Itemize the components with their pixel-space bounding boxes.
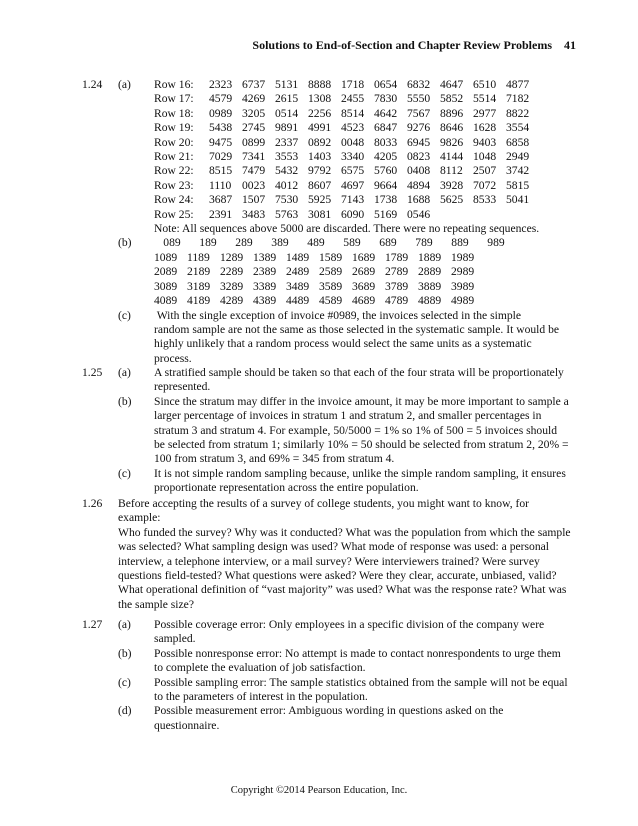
invoice-number: 2389 [253, 265, 277, 279]
random-sequence: 1048 [473, 150, 497, 164]
random-sequence: 8515 [209, 164, 233, 178]
random-sequence: 1628 [473, 121, 497, 135]
answer-line: proportionate representation across the entire population. [154, 481, 419, 495]
random-sequence: 8822 [506, 106, 530, 120]
answer-line: highly unlikely that a random process would select the same units as a systematic [154, 337, 532, 351]
answer-line: Who funded the survey? Why was it conducted? What was the population from which the sample [118, 525, 571, 539]
header-title: Solutions to End-of-Section and Chapter Review Problems [252, 38, 552, 52]
random-sequence: 0408 [407, 164, 431, 178]
random-sequence: 5131 [275, 78, 299, 91]
random-sequence: 8607 [308, 178, 332, 192]
invoice-number: 1489 [286, 250, 310, 264]
invoice-number: 3689 [352, 279, 376, 293]
random-sequence: 0823 [407, 150, 431, 164]
random-number-row [154, 150, 562, 164]
problem-number: 1.26 [82, 497, 103, 510]
invoice-number: 4389 [253, 294, 277, 308]
invoice-number: 3589 [319, 279, 343, 293]
random-sequence: 5763 [275, 207, 299, 221]
running-header [252, 38, 576, 52]
random-sequence: 9792 [308, 164, 332, 178]
random-sequence: 8514 [341, 106, 365, 120]
systematic-sample-row [154, 236, 562, 250]
answer-line: questions field-tested? What questions were asked? Were they clear, accurate, unbiased, valid? [118, 569, 557, 583]
random-sequence: 5438 [209, 121, 233, 135]
row-label: Row 19: [154, 121, 194, 135]
systematic-sample-row [154, 294, 562, 308]
random-sequence: 5760 [374, 164, 398, 178]
random-number-row [154, 107, 562, 121]
invoice-number: 1589 [319, 250, 343, 264]
random-sequence: 3483 [242, 207, 266, 221]
answer-line: Possible sampling error: The sample statistics obtained from the sample will not be equal [154, 675, 568, 689]
answer-line: What operational definition of “vast majority” was used? What was the response rate? What was [118, 583, 567, 597]
answer-line: represented. [154, 380, 211, 394]
random-sequence: 8112 [440, 164, 463, 178]
random-number-row [154, 179, 562, 193]
random-sequence: 4894 [407, 178, 431, 192]
invoice-number: 4689 [352, 294, 376, 308]
problem-number: 1.25 [82, 366, 103, 379]
answer-line: was selected? What sampling design was used? What mode of response was used: a personal [118, 540, 549, 554]
invoice-number: 189 [199, 236, 217, 250]
answer-line: process. [154, 351, 192, 365]
random-sequence: 4579 [209, 92, 233, 106]
invoice-number: 3489 [286, 279, 310, 293]
random-sequence: 7182 [506, 92, 530, 106]
random-sequence: 4012 [275, 178, 299, 192]
random-sequence: 4877 [506, 78, 530, 91]
part-label-c: (c) [118, 675, 131, 689]
random-sequence: 1738 [374, 193, 398, 207]
random-sequence: 4269 [242, 92, 266, 106]
problem-number: 1.24 [82, 78, 103, 91]
invoice-number: 2789 [385, 265, 409, 279]
invoice-number: 1089 [154, 250, 178, 264]
answer-line: example: [118, 511, 161, 525]
invoice-number: 2689 [352, 265, 376, 279]
invoice-number: 4789 [385, 294, 409, 308]
random-sequence: 7567 [407, 106, 431, 120]
random-number-row [154, 121, 562, 135]
random-sequence: 3687 [209, 193, 233, 207]
invoice-number: 1689 [352, 250, 376, 264]
invoice-number: 3889 [418, 279, 442, 293]
random-sequence: 6090 [341, 207, 365, 221]
random-number-row [154, 136, 562, 150]
answer-line: stratum 3 and stratum 4. For example, 50/5000 = 1% so 1% of 500 = 5 invoices should [154, 423, 558, 437]
problem-1-24 [82, 78, 562, 366]
random-sequence: 3081 [308, 207, 332, 221]
random-sequence: 0892 [308, 135, 332, 149]
random-sequence: 1688 [407, 193, 431, 207]
invoice-number: 1989 [451, 250, 475, 264]
random-sequence: 3340 [341, 150, 365, 164]
page-number: 41 [564, 38, 576, 52]
random-sequence: 0654 [374, 78, 398, 91]
invoice-number: 4489 [286, 294, 310, 308]
random-sequence: 3553 [275, 150, 299, 164]
invoice-number: 4889 [418, 294, 442, 308]
random-sequence: 6945 [407, 135, 431, 149]
row-label: Row 18: [154, 106, 194, 120]
answer-line: questionnaire. [154, 718, 220, 732]
random-sequence: 5169 [374, 207, 398, 221]
row-label: Row 21: [154, 150, 194, 164]
part-label-b: (b) [118, 394, 132, 408]
random-sequence: 0989 [209, 106, 233, 120]
invoice-number: 2289 [220, 265, 244, 279]
answer-line: Possible coverage error: Only employees in a specific division of the company were [154, 618, 545, 631]
systematic-sample-row [154, 265, 562, 279]
problem-number: 1.27 [82, 618, 103, 631]
random-sequence: 6510 [473, 78, 497, 91]
random-sequence: 2391 [209, 207, 233, 221]
random-sequence: 9475 [209, 135, 233, 149]
invoice-number: 4589 [319, 294, 343, 308]
part-label-c: (c) [118, 308, 131, 322]
note-text: Note: All sequences above 5000 are discarded. There were no repeating sequences. [154, 222, 540, 236]
random-sequence: 9403 [473, 135, 497, 149]
part-label-c: (c) [118, 466, 131, 480]
invoice-number: 2089 [154, 265, 178, 279]
answer-line: to the parameters of interest in the population. [154, 690, 368, 704]
invoice-number: 3389 [253, 279, 277, 293]
invoice-number: 4289 [220, 294, 244, 308]
invoice-number: 2189 [187, 265, 211, 279]
random-sequence: 5625 [440, 193, 464, 207]
answer-line: to complete the evaluation of job satisfaction. [154, 661, 366, 675]
invoice-number: 2589 [319, 265, 343, 279]
random-sequence: 7479 [242, 164, 266, 178]
systematic-sample-row [154, 251, 562, 265]
random-number-rows [154, 78, 562, 222]
random-sequence: 9891 [275, 121, 299, 135]
random-sequence: 9276 [407, 121, 431, 135]
random-sequence: 4647 [440, 78, 464, 91]
invoice-number: 089 [163, 236, 181, 250]
random-sequence: 7830 [374, 92, 398, 106]
random-number-row [154, 164, 562, 178]
part-label-a: (a) [118, 78, 131, 91]
random-sequence: 2615 [275, 92, 299, 106]
answer-line: be selected from stratum 1; similarly 10% = 50 should be selected from stratum 2, 20% = [154, 438, 569, 452]
random-sequence: 0514 [275, 106, 299, 120]
random-sequence: 7072 [473, 178, 497, 192]
random-sequence: 6847 [374, 121, 398, 135]
invoice-number: 889 [451, 236, 469, 250]
random-sequence: 4205 [374, 150, 398, 164]
answer-line: larger percentage of invoices in stratum 1 and stratum 2, and smaller percentages in [154, 409, 542, 423]
random-sequence: 9664 [374, 178, 398, 192]
random-sequence: 6858 [506, 135, 530, 149]
random-number-row [154, 92, 562, 106]
random-sequence: 0023 [242, 178, 266, 192]
random-number-row [154, 78, 562, 92]
row-label: Row 22: [154, 164, 194, 178]
random-sequence: 5852 [440, 92, 464, 106]
row-label: Row 23: [154, 178, 194, 192]
invoice-number: 1789 [385, 250, 409, 264]
random-sequence: 8896 [440, 106, 464, 120]
invoice-number: 589 [343, 236, 361, 250]
part-label-a: (a) [118, 366, 131, 379]
invoice-number: 3789 [385, 279, 409, 293]
answer-line: random sample are not the same as those selected in the systematic sample. It would be [154, 322, 560, 336]
invoice-number: 4989 [451, 294, 475, 308]
random-sequence: 2745 [242, 121, 266, 135]
random-sequence: 7029 [209, 150, 233, 164]
random-sequence: 6832 [407, 78, 431, 91]
problem-1-27 [82, 618, 568, 733]
random-sequence: 1110 [209, 178, 232, 192]
random-sequence: 3205 [242, 106, 266, 120]
row-label: Row 16: [154, 78, 194, 91]
random-sequence: 4991 [308, 121, 332, 135]
random-sequence: 3554 [506, 121, 530, 135]
answer-line: the sample size? [118, 597, 194, 611]
random-number-row [154, 193, 562, 207]
random-sequence: 8888 [308, 78, 332, 91]
random-sequence: 7143 [341, 193, 365, 207]
invoice-number: 1889 [418, 250, 442, 264]
invoice-number: 4189 [187, 294, 211, 308]
answer-line: Possible measurement error: Ambiguous wording in questions asked on the [154, 704, 504, 718]
part-label-b: (b) [118, 646, 132, 660]
random-sequence: 2455 [341, 92, 365, 106]
invoice-number: 2989 [451, 265, 475, 279]
random-sequence: 7530 [275, 193, 299, 207]
answer-line: With the single exception of invoice #0989, the invoices selected in the simple [154, 308, 522, 322]
copyright-footer: Copyright ©2014 Pearson Education, Inc. [230, 785, 408, 796]
random-sequence: 5514 [473, 92, 497, 106]
random-sequence: 2977 [473, 106, 497, 120]
random-sequence: 3742 [506, 164, 530, 178]
invoice-number: 389 [271, 236, 289, 250]
invoice-number: 4089 [154, 294, 178, 308]
row-label: Row 20: [154, 135, 194, 149]
invoice-number: 2489 [286, 265, 310, 279]
random-number-row [154, 208, 562, 222]
invoice-number: 789 [415, 236, 433, 250]
invoice-number: 689 [379, 236, 397, 250]
answer-line: 100 from stratum 3, and 69% = 345 from stratum 4. [154, 452, 395, 466]
random-sequence: 2507 [473, 164, 497, 178]
problem-1-26 [82, 497, 571, 612]
random-sequence: 8646 [440, 121, 464, 135]
random-sequence: 6737 [242, 78, 266, 91]
part-label-a: (a) [118, 618, 131, 631]
row-label: Row 25: [154, 207, 194, 221]
random-sequence: 5815 [506, 178, 530, 192]
invoice-number: 3189 [187, 279, 211, 293]
part-label-b: (b) [118, 236, 132, 250]
answer-line: interview, a telephone interview, or a mail survey? Were interviewers trained? Were survey [118, 554, 540, 568]
problem-1-25 [82, 366, 569, 496]
answer-line: Since the stratum may differ in the invoice amount, it may be more important to sample a [154, 394, 569, 408]
random-sequence: 5041 [506, 193, 530, 207]
invoice-number: 3989 [451, 279, 475, 293]
random-sequence: 8533 [473, 193, 497, 207]
invoice-number: 3089 [154, 279, 178, 293]
random-sequence: 8033 [374, 135, 398, 149]
invoice-number: 2889 [418, 265, 442, 279]
random-sequence: 5925 [308, 193, 332, 207]
invoice-number: 1189 [187, 250, 210, 264]
answer-line: Possible nonresponse error: No attempt is made to contact nonrespondents to urge them [154, 646, 561, 660]
invoice-number: 1289 [220, 250, 244, 264]
random-sequence: 9826 [440, 135, 464, 149]
random-sequence: 2323 [209, 78, 233, 91]
part-label-d: (d) [118, 704, 132, 718]
random-sequence: 0048 [341, 135, 365, 149]
random-sequence: 2949 [506, 150, 530, 164]
random-sequence: 4523 [341, 121, 365, 135]
systematic-sample-row [154, 280, 562, 294]
answer-line: A stratified sample should be taken so that each of the four strata will be proportionately [154, 366, 564, 379]
invoice-number: 489 [307, 236, 325, 250]
systematic-sample-list [154, 236, 562, 308]
random-sequence: 1403 [308, 150, 332, 164]
random-sequence: 2256 [308, 106, 332, 120]
random-sequence: 1308 [308, 92, 332, 106]
answer-line: sampled. [154, 632, 196, 646]
row-label: Row 24: [154, 193, 194, 207]
random-sequence: 4642 [374, 106, 398, 120]
random-sequence: 1718 [341, 78, 365, 91]
random-sequence: 2337 [275, 135, 299, 149]
invoice-number: 989 [487, 236, 505, 250]
random-sequence: 5432 [275, 164, 299, 178]
answer-line: Before accepting the results of a survey of college students, you might want to know, for [118, 497, 530, 510]
random-sequence: 0546 [407, 207, 431, 221]
invoice-number: 289 [235, 236, 253, 250]
random-sequence: 4144 [440, 150, 464, 164]
random-sequence: 6575 [341, 164, 365, 178]
random-sequence: 7341 [242, 150, 266, 164]
random-sequence: 3928 [440, 178, 464, 192]
row-label: Row 17: [154, 92, 194, 106]
random-sequence: 5550 [407, 92, 431, 106]
invoice-number: 1389 [253, 250, 277, 264]
random-sequence: 0899 [242, 135, 266, 149]
random-sequence: 4697 [341, 178, 365, 192]
invoice-number: 3289 [220, 279, 244, 293]
answer-line: It is not simple random sampling because, unlike the simple random sampling, it ensures [154, 466, 566, 480]
random-sequence: 1507 [242, 193, 266, 207]
